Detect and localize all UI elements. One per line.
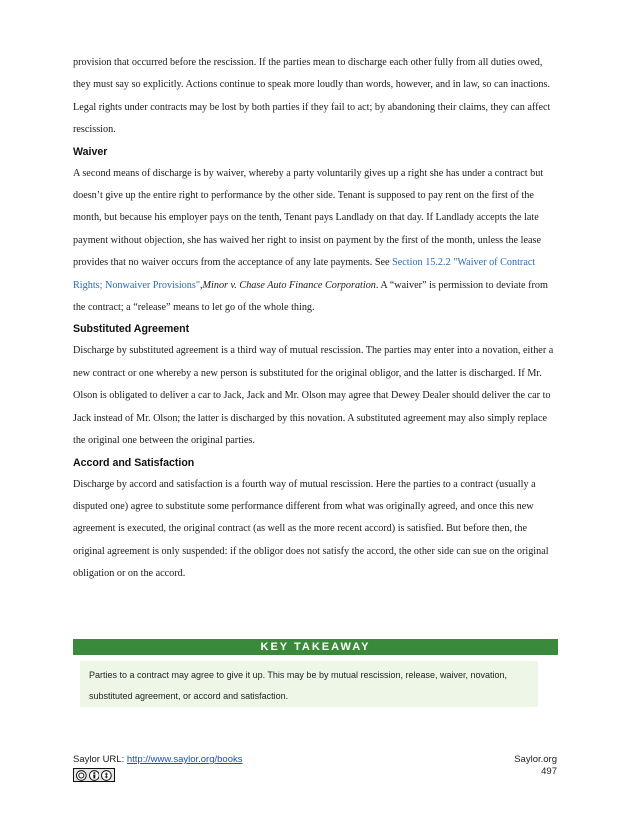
heading-accord-satisfaction: Accord and Satisfaction xyxy=(73,456,195,469)
creative-commons-badge xyxy=(73,768,115,782)
cc-icon xyxy=(76,770,87,781)
footer-site-info xyxy=(514,754,557,778)
heading-substituted-agreement: Substituted Agreement xyxy=(73,323,190,336)
paragraph-waiver xyxy=(73,163,557,320)
paragraph-substituted-agreement: Discharge by substituted agreement is a third way of mutual rescission. The parties may enter into a novation, either a new contract or one whereby a new person is substituted for the original obligor, and the latter is discharged. If Mr. Olson is obligated to deliver a car to Jack, Jack and Mr. Olson may agree that Dewey Dealer should deliver the car to Jack instead of Mr. Olson; the latter is discharged by this novation. A substituted agreement may also simply replace the original one between the original parties. xyxy=(73,345,554,447)
key-takeaway-box: Parties to a contract may agree to give it up. This may be by mutual rescission, release, waiver, novation, substituted agreement, or accord and satisfaction. xyxy=(80,661,538,707)
key-takeaway-title: KEY TAKEAWAY xyxy=(73,639,558,655)
main-content xyxy=(73,52,557,586)
waiver-text-2: , xyxy=(199,279,203,291)
footer-url-link[interactable]: http://www.saylor.org/books xyxy=(126,754,243,765)
waiver-text-1: A second means of discharge is by waiver, whereby a party voluntarily gives up a right she has under a contract but doesn’t give up the entire right to performance by the other side. Tenant is supposed to pay rent on the first of the month, but because his employer pays on the tenth, Tenant pays Landlady on that day. If Landlady accepts the late payment without objection, she has waived her right to insist on payment by the first of the month, unless the lease provides that no waiver occurs from the acceptance of any late payments. See xyxy=(73,167,544,269)
footer-url-label: Saylor URL: xyxy=(73,754,127,765)
section-link[interactable]: Section 15.2.2 "Waiver of Contract Rights; Nonwaiver Provisions" xyxy=(73,257,536,291)
paragraph-accord-satisfaction: Discharge by accord and satisfaction is a fourth way of mutual rescission. Here the parties to a contract (usually a disputed one) agree to substitute some performance different from what was originally agreed, and once this new agreement is executed, the original contract (as well as the more recent accord) is satisfied. But before then, the original agreement is only suspended: if the obligor does not satisfy the accord, the other side can sue on the original obligation or on the accord. xyxy=(73,478,549,580)
footer-site: Saylor.org xyxy=(514,754,557,765)
page-number: 497 xyxy=(541,766,557,777)
heading-waiver: Waiver xyxy=(73,145,108,158)
noncommercial-icon xyxy=(101,770,112,781)
waiver-text-3: . A “waiver” is permission to deviate from the contract; a “release” means to let go of the whole thing. xyxy=(73,279,548,314)
footer-source xyxy=(73,754,243,782)
paragraph-intro: provision that occurred before the rescission. If the parties mean to discharge each other fully from all duties owed, they must say so explicitly. Actions continue to speak more loudly than words, however, and in law, so can inactions. Legal rights under contracts may be lost by both parties if they fail to act; by abandoning their claims, they can affect rescission. xyxy=(73,57,551,136)
attribution-icon xyxy=(89,770,100,781)
case-name: Minor v. Chase Auto Finance Corporation xyxy=(202,279,376,291)
